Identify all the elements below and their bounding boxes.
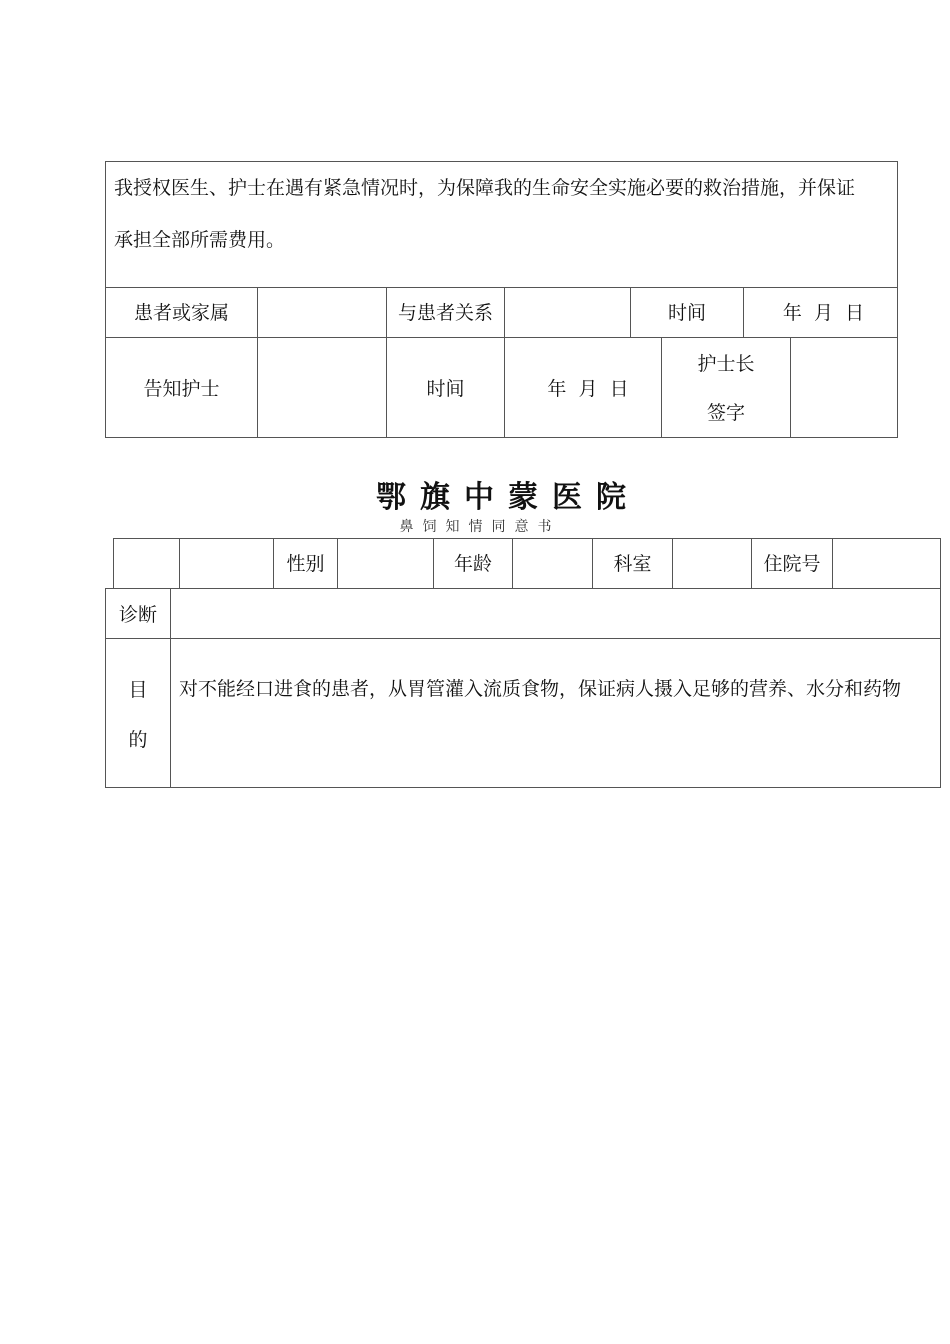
patient-or-family-signature-field[interactable]: [258, 288, 386, 337]
informing-nurse-signature-field[interactable]: [258, 338, 386, 437]
diagnosis-field[interactable]: [171, 589, 940, 638]
purpose-text: 对不能经口进食的患者，从胃管灌入流质食物，保证病人摄入足够的营养、水分和药物: [179, 678, 902, 700]
head-nurse-label-line2: 签字: [706, 402, 745, 424]
gender-label: 性别: [286, 553, 325, 575]
department-label: 科室: [613, 553, 652, 575]
inpatient-no-field[interactable]: [833, 539, 940, 588]
nurse-date-field[interactable]: 年 月 日: [547, 378, 629, 400]
hospital-name: 鄂旗中蒙医院: [376, 480, 640, 515]
authorization-text-line1: 我授权医生、护士在遇有紧急情况时，为保障我的生命安全实施必要的救治措施，并保证: [114, 177, 856, 199]
purpose-label-char1: 目: [128, 679, 148, 701]
informing-nurse-label: 告知护士: [143, 378, 220, 400]
authorization-text-line2: 承担全部所需费用。: [114, 229, 286, 251]
patient-or-family-label: 患者或家属: [133, 302, 229, 324]
patient-date-field[interactable]: 年 月 日: [782, 302, 865, 324]
department-field[interactable]: [673, 539, 751, 588]
diagnosis-label: 诊断: [118, 604, 157, 626]
purpose-label-char2: 的: [128, 729, 148, 751]
patient-time-label: 时间: [667, 302, 706, 324]
head-nurse-label-line1: 护士长: [697, 353, 755, 375]
relation-label: 与患者关系: [397, 302, 493, 324]
age-field[interactable]: [513, 539, 592, 588]
gender-field[interactable]: [338, 539, 433, 588]
nurse-time-label: 时间: [426, 378, 465, 400]
name-field[interactable]: [180, 539, 273, 588]
inpatient-no-label: 住院号: [763, 553, 821, 575]
age-label: 年龄: [453, 553, 492, 575]
name-label-cell: [114, 539, 179, 588]
head-nurse-signature-field[interactable]: [791, 338, 897, 437]
form-title: 鼻饲知情同意书: [399, 519, 561, 535]
relation-field[interactable]: [505, 288, 630, 337]
